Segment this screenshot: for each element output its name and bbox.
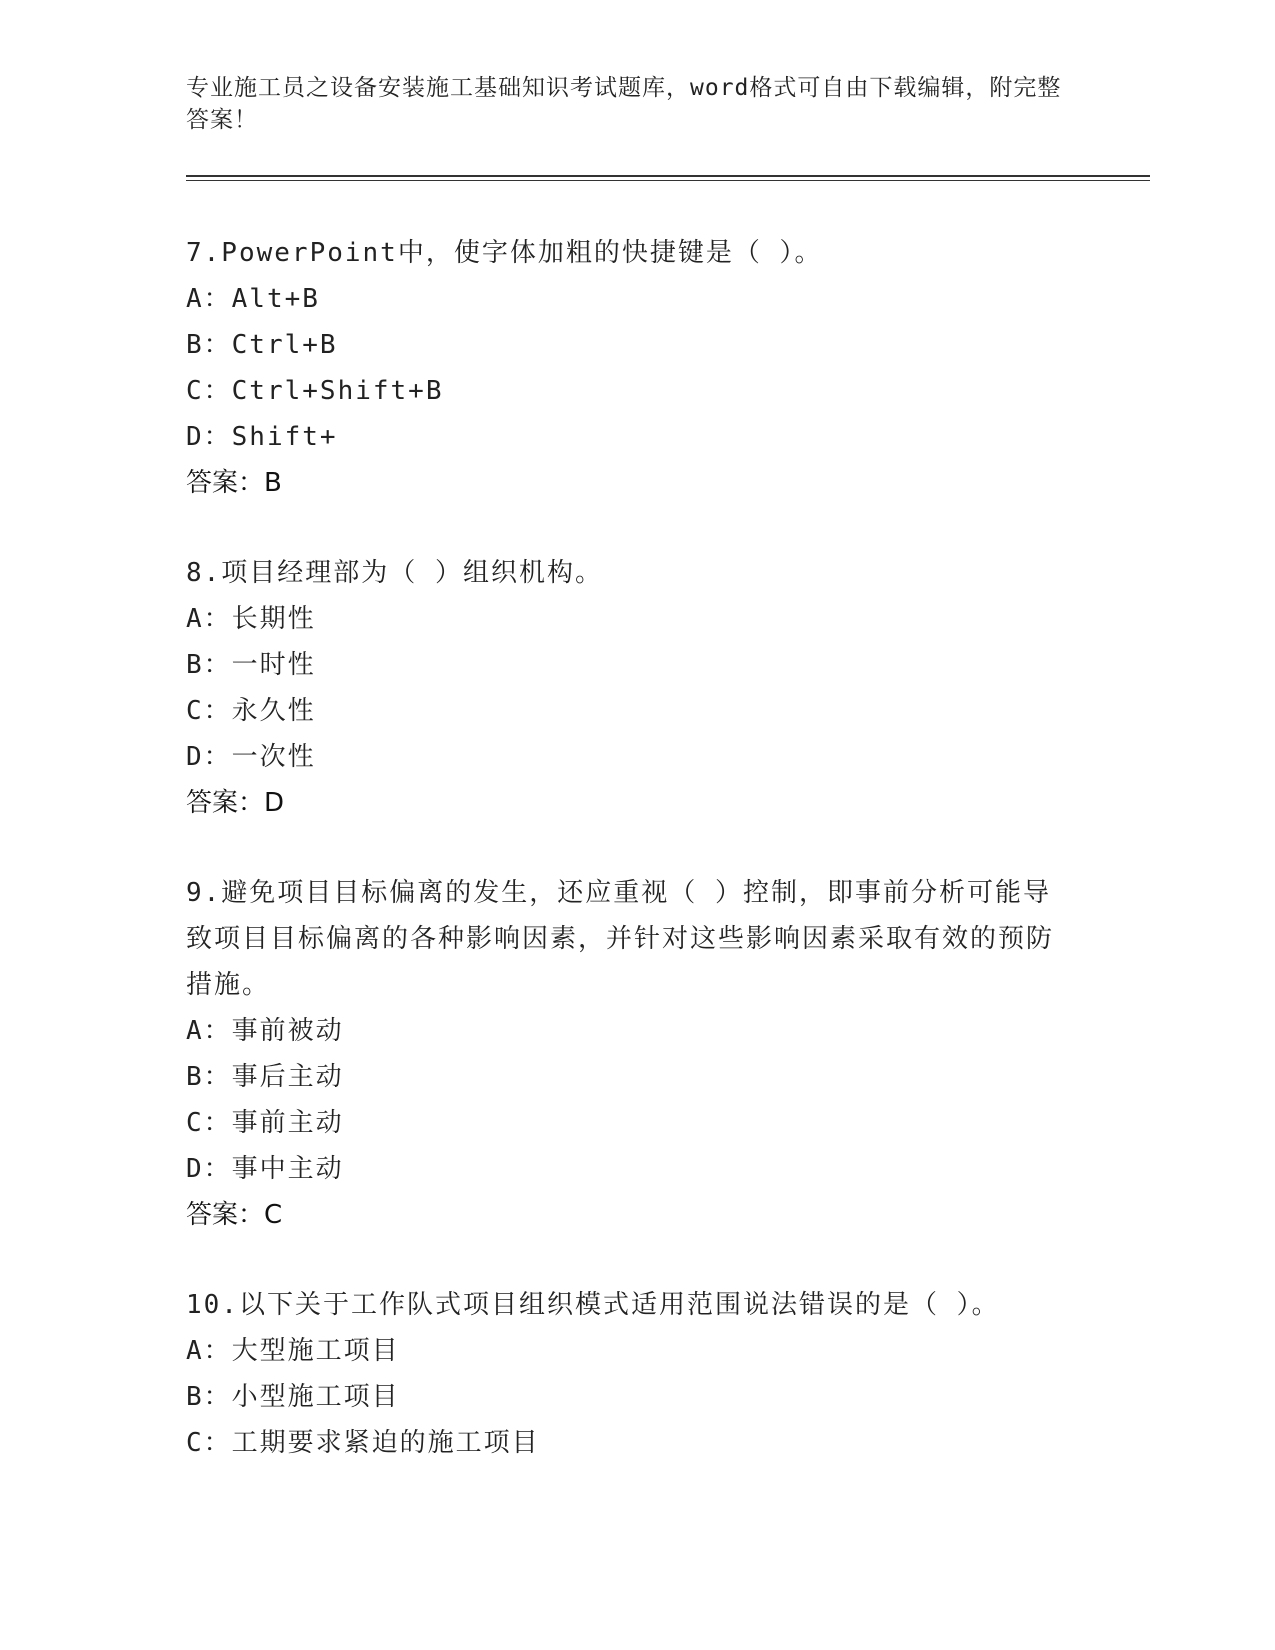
option-c: C：事前主动 — [186, 1108, 344, 1138]
option-b: B：一时性 — [186, 650, 316, 680]
answer-line: 答案：C — [186, 1200, 283, 1230]
option-d: D：事中主动 — [186, 1154, 344, 1184]
option-b: B：Ctrl+B — [186, 330, 338, 360]
question-stem: 9.避免项目目标偏离的发生，还应重视（ ）控制，即事前分析可能导致项目目标偏离的各种影响因素，并针对这些影响因素采取有效的预防措施。 — [186, 878, 1055, 1000]
document-header: 专业施工员之设备安装施工基础知识考试题库，word格式可自由下载编辑，附完整答案！ — [186, 75, 1062, 133]
question-8 — [186, 550, 1066, 826]
option-a: A：Alt+B — [186, 284, 320, 314]
option-b: B：小型施工项目 — [186, 1382, 400, 1412]
option-c: C：Ctrl+Shift+B — [186, 376, 444, 406]
answer-line: 答案：B — [186, 468, 282, 498]
option-d: D：Shift+ — [186, 422, 338, 452]
option-c: C：工期要求紧迫的施工项目 — [186, 1428, 540, 1458]
answer-line: 答案：D — [186, 788, 285, 818]
option-d: D：一次性 — [186, 742, 316, 772]
option-a: A：事前被动 — [186, 1016, 344, 1046]
question-list — [186, 230, 1066, 1510]
option-b: B：事后主动 — [186, 1062, 344, 1092]
header-divider-thick — [186, 175, 1150, 177]
question-9 — [186, 870, 1066, 1238]
option-a: A：长期性 — [186, 604, 316, 634]
question-stem: 7.PowerPoint中，使字体加粗的快捷键是（ ）。 — [186, 238, 823, 268]
question-stem: 8.项目经理部为（ ）组织机构。 — [186, 558, 603, 588]
question-stem: 10.以下关于工作队式项目组织模式适用范围说法错误的是（ ）。 — [186, 1290, 1000, 1320]
option-c: C：永久性 — [186, 696, 316, 726]
question-10 — [186, 1282, 1066, 1466]
header-divider-thin — [186, 180, 1150, 181]
question-7 — [186, 230, 1066, 506]
option-a: A：大型施工项目 — [186, 1336, 400, 1366]
